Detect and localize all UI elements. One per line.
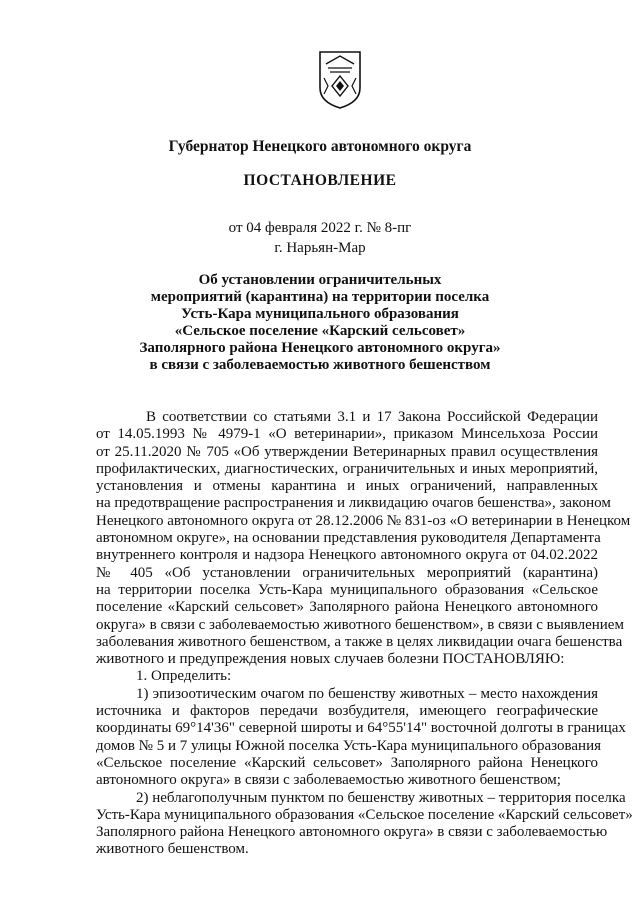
body-line: на территории поселка Усть-Кара муниципального образования «Сельское xyxy=(96,581,598,598)
body-line: установления и отмены карантина и иных ограничений, направленных xyxy=(96,478,598,495)
body-line: 1) эпизоотическим очагом по бешенству животных – место нахождения xyxy=(136,685,598,702)
body-line: автономного округа» в связи с заболеваемостью животного бешенством; xyxy=(96,772,561,789)
body-line: В соответствии со статьями 3.1 и 17 Закона Российской Федерации xyxy=(146,409,598,425)
body-line: источника и факторов передачи возбудителя, имеющего географические xyxy=(96,703,598,720)
subject-line: «Сельское поселение «Карский сельсовет» xyxy=(174,323,466,339)
body-line: животного бешенством. xyxy=(96,841,249,858)
coat-of-arms-icon xyxy=(318,50,362,110)
subject-line: Усть-Кара муниципального образования xyxy=(181,306,459,322)
body-line: внутреннего контроля и надзора Ненецкого автономного округа от 04.02.2022 xyxy=(96,547,598,564)
subject-line: Заполярного района Ненецкого автономного округа» xyxy=(139,340,501,356)
body-line: 1. Определить: xyxy=(136,668,232,685)
document-type: ПОСТАНОВЛЕНИЕ xyxy=(243,172,397,189)
body-line: домов № 5 и 7 улицы Южной поселка Усть-Кара муниципального образования xyxy=(96,737,602,754)
body-line: Заполярного района Ненецкого автономного округа» в связи с заболеваемостью xyxy=(96,824,608,841)
body-line: округа» в связи с заболеваемостью животного бешенством», в связи с выявлением xyxy=(96,616,624,633)
body-line: от 14.05.1993 № 4979-1 «О ветеринарии», приказом Минсельхоза России xyxy=(96,426,598,443)
body-line: от 25.11.2020 № 705 «Об утверждении Ветеринарных правил осуществления xyxy=(96,443,598,460)
body-line: № 405 «Об установлении ограничительных мероприятий (карантина) xyxy=(96,564,598,581)
body-line: 2) неблагополучным пунктом по бешенству животных – территория поселка xyxy=(136,789,626,806)
subject-line: в связи с заболеваемостью животного бешенством xyxy=(149,357,491,373)
body-line: профилактических, диагностических, ограничительных и иных мероприятий, xyxy=(96,460,598,477)
subject-line: Об установлении ограничительных xyxy=(198,272,442,288)
body-line: Ненецкого автономного округа от 28.12.2006 № 831-оз «О ветеринарии в Ненецком xyxy=(96,512,631,529)
city: г. Нарьян-Мар xyxy=(274,240,366,256)
body-line: автономном округе», на основании представления руководителя Департамента xyxy=(96,530,601,547)
date-number: от 04 февраля 2022 г. № 8-пг xyxy=(228,220,412,236)
document-subject xyxy=(0,272,640,374)
body-line: поселение «Карский сельсовет» Заполярного района Ненецкого автономного xyxy=(96,599,598,616)
body-line: координаты 69°14'36" северной широты и 64°55'14" восточной долготы в границах xyxy=(96,720,626,737)
body-line: заболевания животного бешенством, а также в целях ликвидации очага бешенства xyxy=(96,633,623,650)
body-line: «Сельское поселение «Карский сельсовет» Заполярного района Ненецкого xyxy=(96,754,598,771)
body-line: Усть-Кара муниципального образования «Сельское поселение «Карский сельсовет» xyxy=(96,806,633,823)
authority-title: Губернатор Ненецкого автономного округа xyxy=(168,138,472,155)
document-body xyxy=(96,409,633,859)
body-line: на предотвращение распространения и ликвидацию очагов бешенства», законом xyxy=(96,495,611,512)
body-line: животного и предупреждения новых случаев болезни ПОСТАНОВЛЯЮ: xyxy=(96,651,565,668)
subject-line: мероприятий (карантина) на территории поселка xyxy=(150,289,490,305)
